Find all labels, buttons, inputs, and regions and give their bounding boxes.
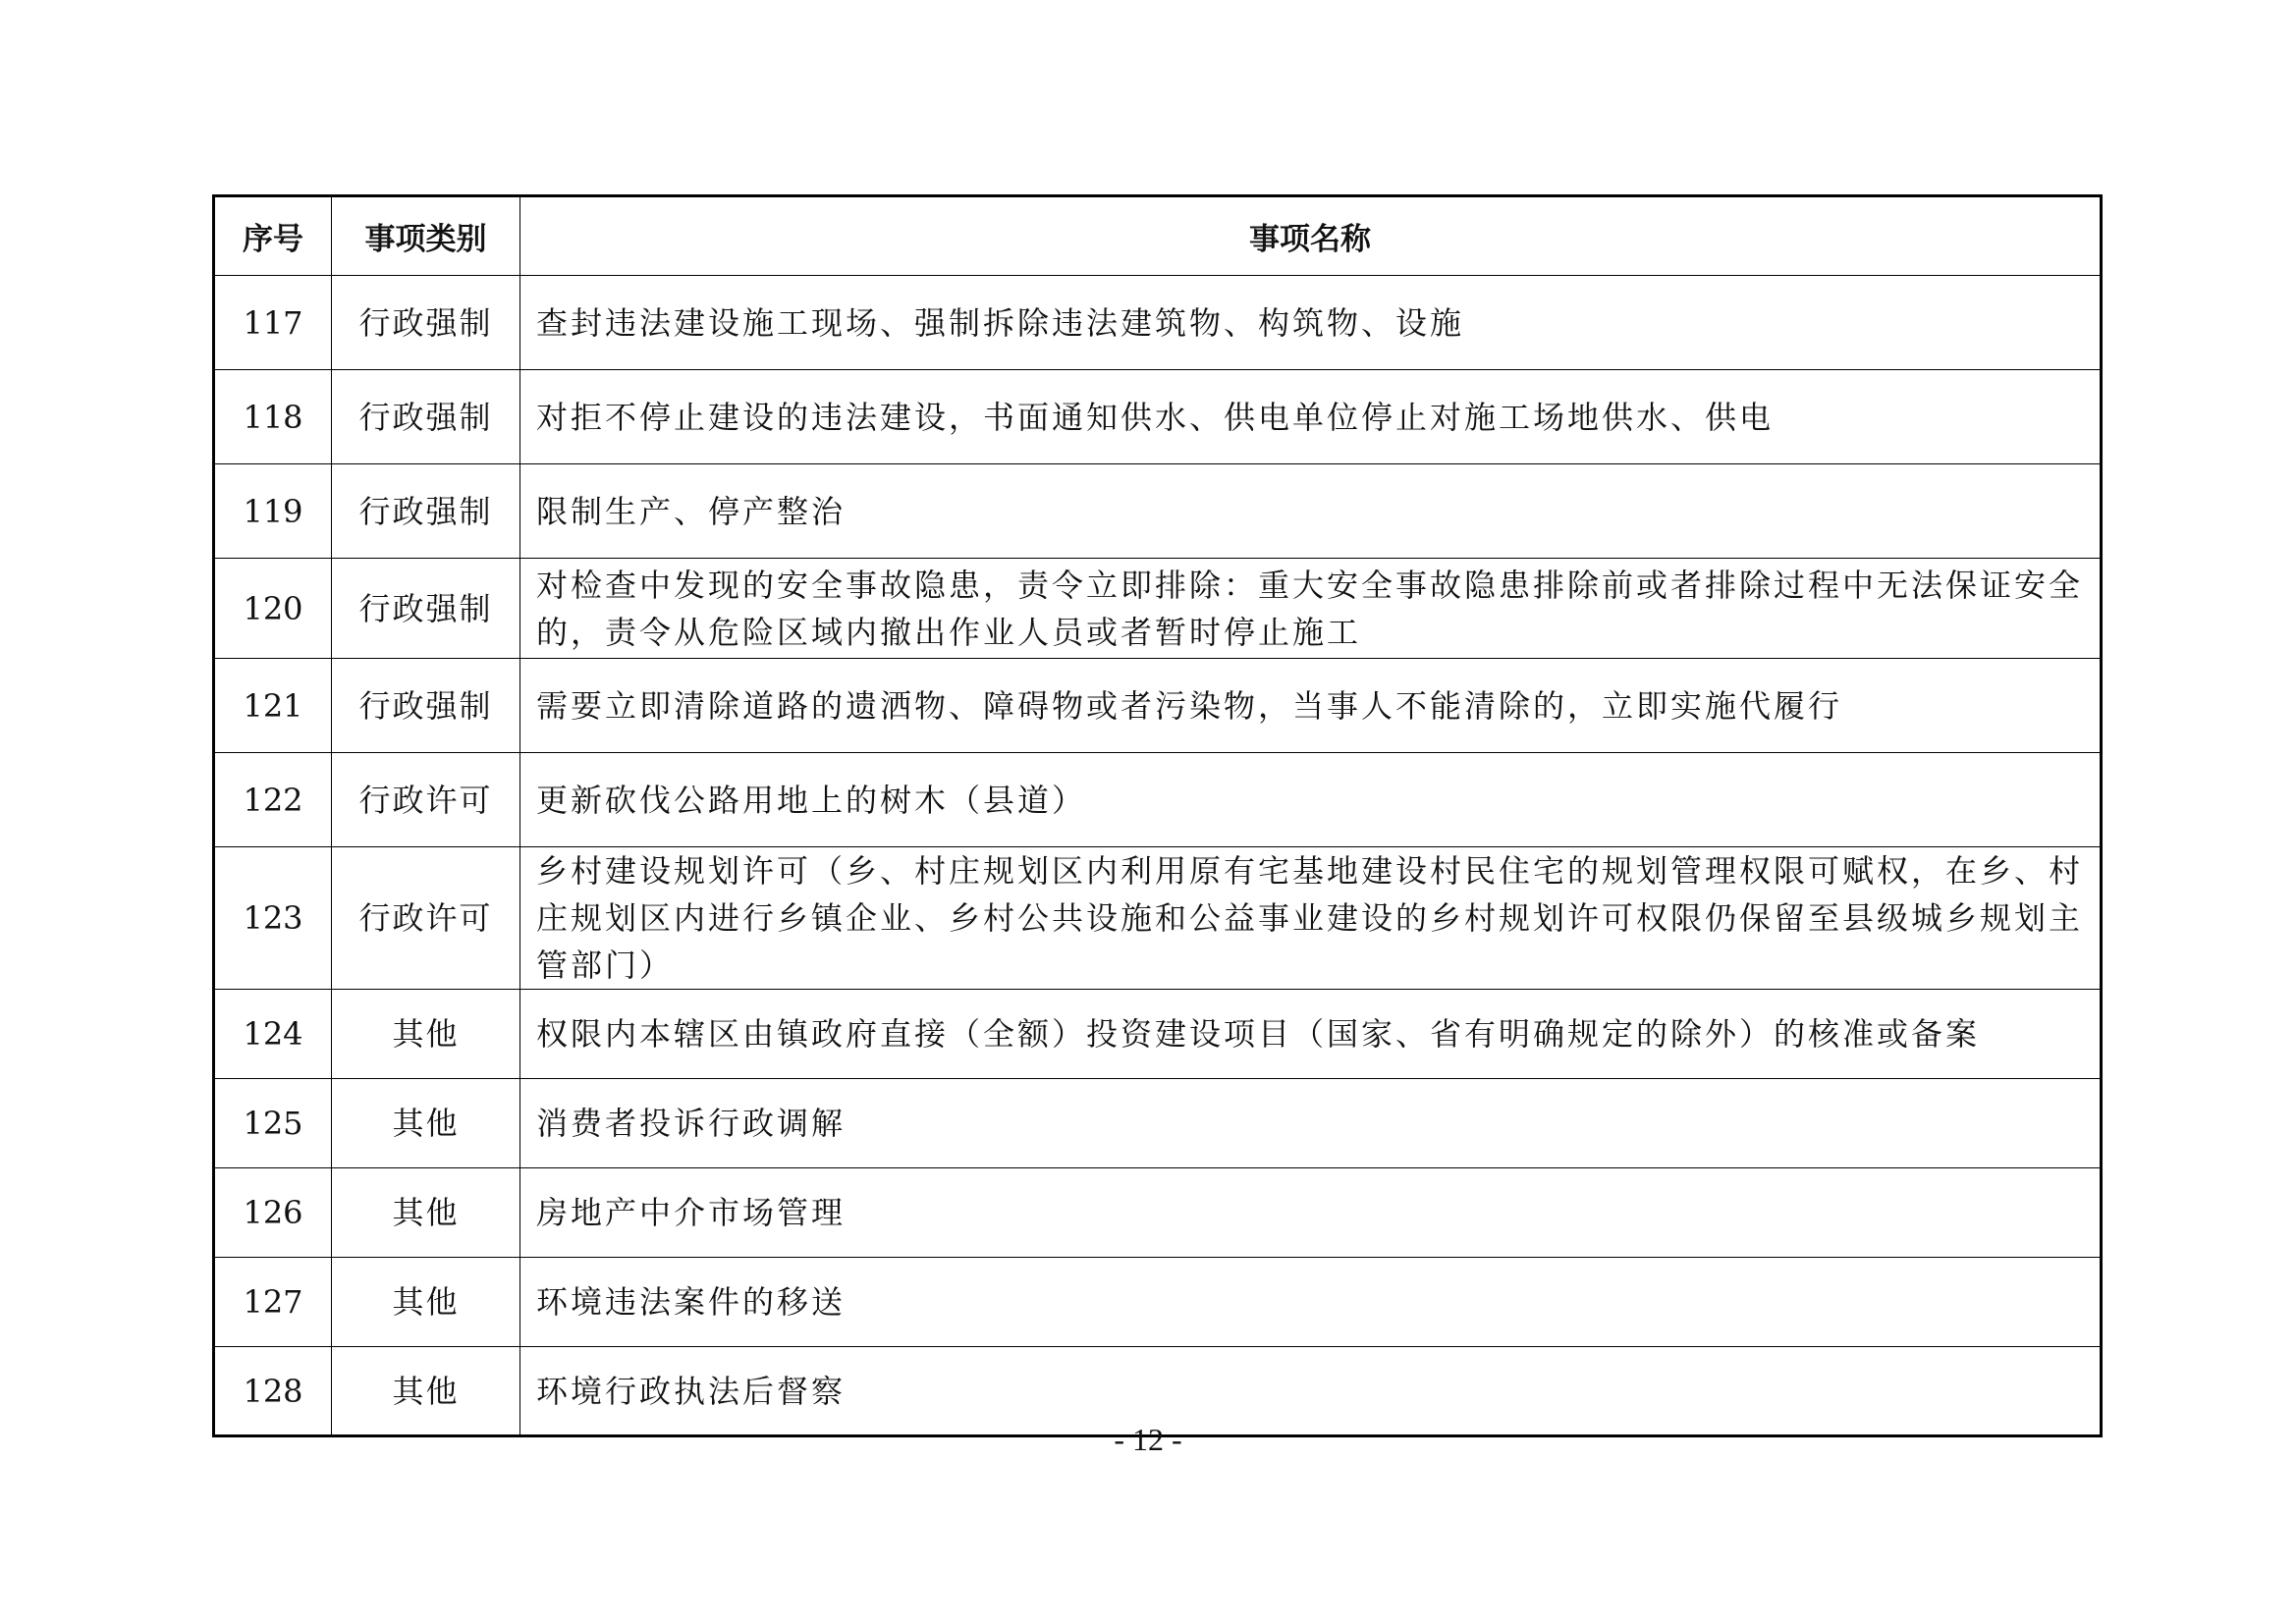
table-header-row [214, 196, 2102, 276]
row-item-name: 房地产中介市场管理 [520, 1168, 2102, 1258]
row-category: 其他 [332, 1168, 520, 1258]
table-row [214, 559, 2102, 659]
row-serial-number: 125 [214, 1079, 332, 1168]
row-category: 行政许可 [332, 847, 520, 990]
row-category: 行政强制 [332, 276, 520, 370]
row-category: 行政强制 [332, 559, 520, 659]
table-row [214, 1168, 2102, 1258]
table-row [214, 990, 2102, 1079]
row-category: 行政强制 [332, 659, 520, 753]
row-serial-number: 120 [214, 559, 332, 659]
row-category: 其他 [332, 1347, 520, 1436]
row-item-name: 环境违法案件的移送 [520, 1258, 2102, 1347]
table-row [214, 847, 2102, 990]
row-item-name: 环境行政执法后督察 [520, 1347, 2102, 1436]
row-item-name: 消费者投诉行政调解 [520, 1079, 2102, 1168]
row-item-name: 对检查中发现的安全事故隐患，责令立即排除：重大安全事故隐患排除前或者排除过程中无法保证安全的，责令从危险区域内撤出作业人员或者暂时停止施工 [520, 559, 2102, 659]
row-serial-number: 117 [214, 276, 332, 370]
row-item-name: 限制生产、停产整治 [520, 464, 2102, 559]
row-category: 其他 [332, 1079, 520, 1168]
table-row [214, 753, 2102, 847]
items-table [212, 194, 2103, 1437]
row-serial-number: 124 [214, 990, 332, 1079]
row-serial-number: 122 [214, 753, 332, 847]
row-item-name: 查封违法建设施工现场、强制拆除违法建筑物、构筑物、设施 [520, 276, 2102, 370]
row-serial-number: 127 [214, 1258, 332, 1347]
row-serial-number: 126 [214, 1168, 332, 1258]
row-serial-number: 119 [214, 464, 332, 559]
table-row [214, 659, 2102, 753]
header-item-name: 事项名称 [520, 196, 2102, 276]
row-item-name: 乡村建设规划许可（乡、村庄规划区内利用原有宅基地建设村民住宅的规划管理权限可赋权，在乡、村庄规划区内进行乡镇企业、乡村公共设施和公益事业建设的乡村规划许可权限仍保留至县级城乡规划主管部门） [520, 847, 2102, 990]
table-row [214, 276, 2102, 370]
row-item-name: 权限内本辖区由镇政府直接（全额）投资建设项目（国家、省有明确规定的除外）的核准或备案 [520, 990, 2102, 1079]
row-serial-number: 118 [214, 370, 332, 464]
row-item-name: 更新砍伐公路用地上的树木（县道） [520, 753, 2102, 847]
row-serial-number: 123 [214, 847, 332, 990]
header-item-category: 事项类别 [332, 196, 520, 276]
row-category: 其他 [332, 1258, 520, 1347]
row-category: 行政强制 [332, 464, 520, 559]
page-number: - 12 - [1114, 1422, 1182, 1457]
table-row [214, 1079, 2102, 1168]
table-row [214, 464, 2102, 559]
row-category: 行政许可 [332, 753, 520, 847]
table-row [214, 370, 2102, 464]
row-item-name: 对拒不停止建设的违法建设，书面通知供水、供电单位停止对施工场地供水、供电 [520, 370, 2102, 464]
row-serial-number: 121 [214, 659, 332, 753]
row-category: 其他 [332, 990, 520, 1079]
header-serial-number: 序号 [214, 196, 332, 276]
row-item-name: 需要立即清除道路的遗洒物、障碍物或者污染物，当事人不能清除的，立即实施代履行 [520, 659, 2102, 753]
row-serial-number: 128 [214, 1347, 332, 1436]
table-row [214, 1258, 2102, 1347]
row-category: 行政强制 [332, 370, 520, 464]
